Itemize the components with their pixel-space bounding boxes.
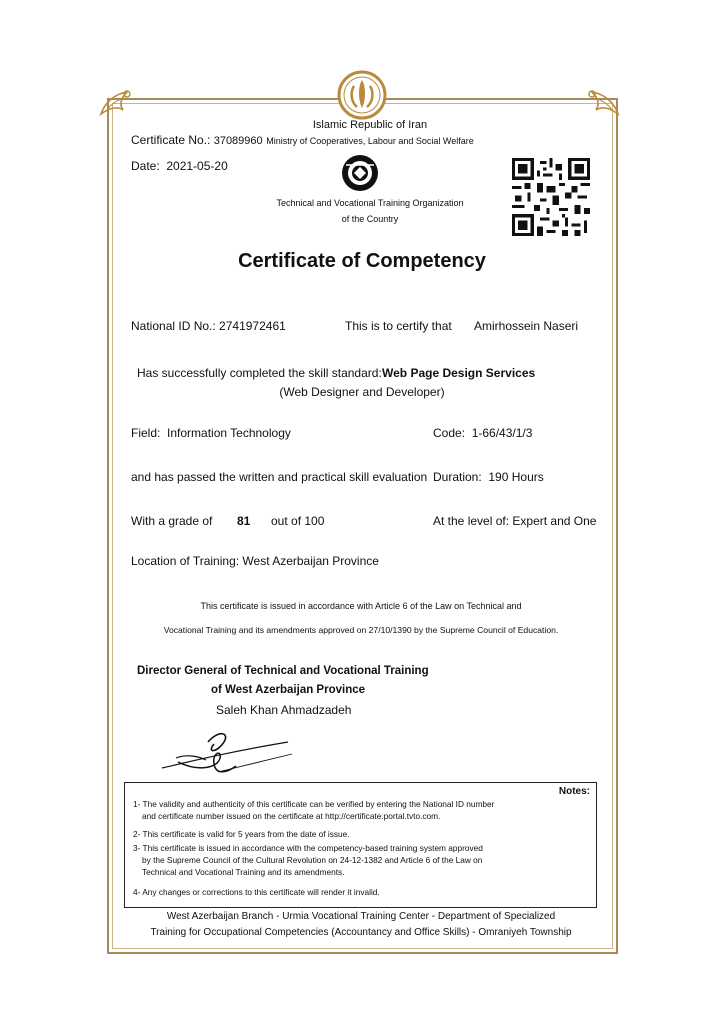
- skill-subtitle: (Web Designer and Developer): [279, 385, 445, 399]
- duration-value: 190 Hours: [488, 470, 544, 484]
- corner-ornament-left-icon: [97, 84, 141, 118]
- duration: [433, 470, 544, 484]
- recipient-name: Amirhossein Naseri: [474, 319, 579, 333]
- field-label: Field:: [131, 426, 161, 440]
- level-value: Expert and One: [512, 514, 597, 528]
- issue-date-value: 2021-05-20: [166, 159, 228, 173]
- footer-line2: Training for Occupational Competencies (Accountancy and Office Skills) - Omraniyeh Township: [150, 927, 572, 938]
- note-3-line1: 3- This certificate is issued in accordance with the competency-based training system approved: [133, 843, 483, 853]
- org-name-line1: Technical and Vocational Training Organization: [276, 198, 464, 208]
- ministry-name: Ministry of Cooperatives, Labour and Social Welfare: [266, 136, 474, 146]
- notes-box: [124, 782, 597, 908]
- field-value: Information Technology: [167, 426, 291, 440]
- org-name-line2: of the Country: [341, 214, 399, 224]
- training-location-label: Location of Training:: [131, 554, 240, 568]
- country-name: Islamic Republic of Iran: [312, 119, 428, 131]
- passed-text: and has passed the written and practical skill evaluation: [131, 470, 428, 484]
- note-2: 2- This certificate is valid for 5 years from the date of issue.: [133, 829, 350, 839]
- national-id-label: National ID No.:: [131, 319, 216, 333]
- certificate-number-label: Certificate No.:: [131, 133, 211, 147]
- certificate-title: Certificate of Competency: [238, 250, 486, 272]
- training-location-value: West Azerbaijan Province: [242, 554, 379, 568]
- code: [433, 426, 532, 440]
- tvto-logo-icon: [340, 153, 380, 193]
- code-value: 1-66/43/1/3: [471, 426, 533, 440]
- notes-title: Notes:: [558, 786, 590, 797]
- training-location: [131, 554, 379, 568]
- signature-icon: [158, 722, 298, 782]
- iran-emblem-icon: [337, 70, 387, 120]
- level-label: At the level of:: [433, 514, 510, 528]
- issue-date-label: Date:: [131, 159, 160, 173]
- duration-label: Duration:: [433, 470, 482, 484]
- note-1-line1: 1- The validity and authenticity of this certificate can be verified by entering the National ID number: [133, 799, 495, 809]
- note-3-line3: Technical and Vocational Training and its amendments.: [142, 867, 345, 877]
- completed-text: Has successfully completed the skill standard:: [137, 366, 382, 380]
- national-id-value: 2741972461: [219, 319, 286, 333]
- code-label: Code:: [433, 426, 466, 440]
- national-id: [131, 319, 286, 333]
- certificate-number: [131, 133, 263, 147]
- grade-value: 81: [237, 514, 251, 528]
- note-3-line2: by the Supreme Council of the Cultural Revolution on 24-12-1382 and Article 6 of the Law on: [142, 855, 483, 865]
- issued-statement-line2: Vocational Training and its amendments approved on 27/10/1390 by the Supreme Council of Education.: [163, 625, 559, 635]
- grade-label: With a grade of: [131, 514, 213, 528]
- level: [433, 514, 596, 528]
- issued-statement-line1: This certificate is issued in accordance with Article 6 of the Law on Technical and: [200, 601, 522, 611]
- grade-out-of: out of 100: [271, 514, 325, 528]
- certificate-number-value: 37089960: [213, 135, 263, 147]
- field: [131, 426, 291, 440]
- issue-date: [131, 159, 228, 173]
- signatory-name: Saleh Khan Ahmadzadeh: [216, 703, 352, 717]
- footer-line1: West Azerbaijan Branch - Urmia Vocational Training Center - Department of Specialized: [166, 911, 556, 922]
- note-1-line2: and certificate number issued on the certificate at http://certificate.portal.tvto.com.: [142, 811, 441, 821]
- note-4: 4- Any changes or corrections to this certificate will render it invalid.: [133, 887, 380, 897]
- signatory-title-line2: of West Azerbaijan Province: [211, 684, 366, 696]
- corner-ornament-right-icon: [578, 84, 622, 118]
- skill-standard: Web Page Design Services: [382, 366, 536, 380]
- qr-code-icon: [512, 158, 590, 236]
- signatory-title-line1: Director General of Technical and Vocational Training: [137, 665, 429, 677]
- certify-text: This is to certify that: [345, 319, 452, 333]
